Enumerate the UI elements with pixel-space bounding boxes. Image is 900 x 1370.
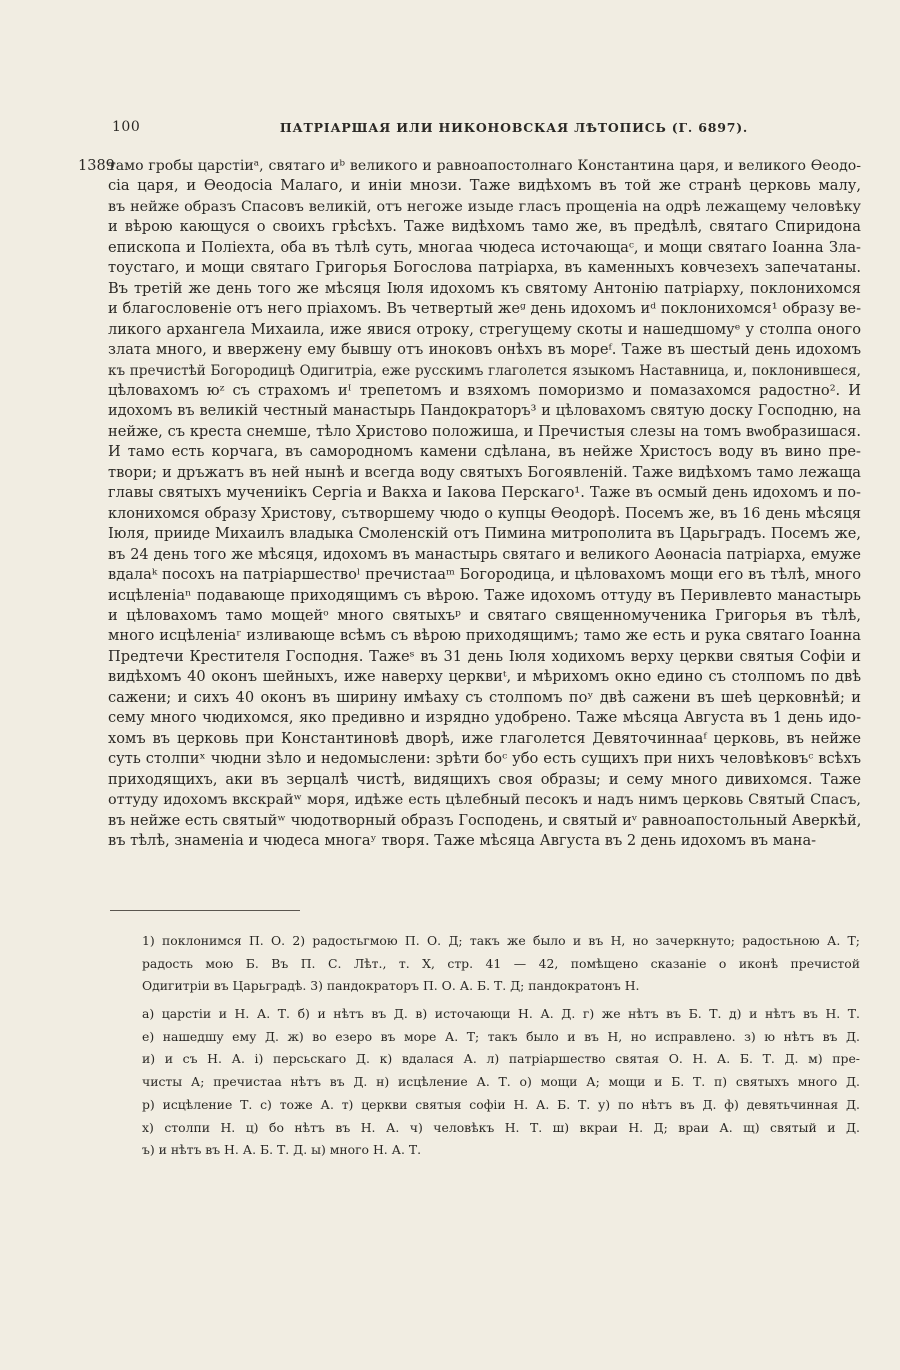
text-line: въ нейже образъ Спасовъ великій, отъ негоже изыде гласъ прощеніа на одрѣ лежащему человѣку (108, 198, 861, 215)
text-line: сіа царя, и Ѳеодосіа Малаго, и иніи мнози. Таже видѣхомъ въ той же странѣ церковь малу, (108, 177, 861, 195)
text-line: клонихомся образу Христову, сътворшему чюдо о купцы Ѳеодорѣ. Посемъ же, въ 16 день мѣсяця (108, 505, 861, 522)
text-line: и благословеніе отъ него пріахомъ. Въ четвертый жеᵍ день идохомъ иᵈ поклонихомся¹ образу ве- (108, 300, 861, 318)
text-line: въ тѣлѣ, знаменіа и чюдеса многаʸ творя. Таже мѣсяца Августа въ 2 день идохомъ въ мана- (108, 831, 817, 849)
text-line: тамо гробы царстіиᵃ, святаго иᵇ великого и равноапостолнаго Константина царя, и великого Ѳеодо- (108, 158, 861, 174)
variant-note-line: х) столпи Н. ц) бо нѣтъ въ Н. А. ч) человѣкъ Н. Т. ш) вкраи Н. Д; враи А. щ) святый и Д. (142, 1119, 860, 1135)
text-line: твори; и дръжатъ въ ней нынѣ и всегда воду святыхъ Богоявленій. Таже видѣхомъ тамо лежаща (108, 463, 861, 481)
variant-note-line: е) нашедшу ему Д. ж) во езеро въ море А. Т; такъ было и въ Н, но исправлено. з) ю нѣтъ въ Д. (142, 1028, 860, 1044)
text-line: ликого архангела Михаила, иже явися отроку, стрегущему скоты и нашедшомуᵉ у столпа оного (108, 320, 861, 338)
variant-note-line: а) царстіи и Н. А. Т. б) и нѣтъ въ Д. в) источающи Н. А. Д. г) же нѣтъ въ Б. Т. д) и нѣтъ въ Н. Т. (142, 1006, 860, 1021)
text-line: исцѣленіаⁿ подавающе приходящимъ съ вѣрою. Таже идохомъ оттуду въ Перивлевто манастырь (108, 586, 861, 604)
text-line: въ 24 день того же мѣсяця, идохомъ въ манастырь святаго и великого Аѳонасіа патріарха, емуже (108, 546, 861, 563)
text-line: и цѣловахомъ тамо мощейᵒ много святыхъᵖ и святаго священномученика Григорья въ тѣлѣ, (108, 606, 861, 624)
footnote-line: Одигитріи въ Царьградѣ. 3) пандократоръ П. О. А. Б. Т. Д; пандократонъ Н. (142, 978, 640, 994)
text-line: Предтечи Крестителя Господня. Тажеˢ въ 31 день Іюля ходихомъ верху церкви святыя Софіи и (108, 647, 861, 665)
footnote-line: 1) поклонимся П. О. 2) радостьгмою П. О. Д; такъ же было и въ Н, но зачеркнуто; радостьною А. Т; (142, 933, 860, 948)
text-line: въ нейже есть святыйʷ чюдотворный образъ Господень, и святый иᵛ равноапостольный Аверкѣй, (108, 811, 862, 829)
variant-note-line: р) исцѣление Т. с) тоже А. т) церкви святыя софіи Н. А. Б. Т. у) по нѣтъ въ Д. ф) девятьчинная Д. (142, 1096, 860, 1112)
text-line: приходящихъ, аки въ зерцалѣ чистѣ, видящихъ своя образы; и сему много дивихомся. Таже (108, 770, 861, 788)
text-line: главы святыхъ мучениікъ Сергіа и Вакха и Іакова Перскаго¹. Таже въ осмый день идохомъ и по- (108, 484, 861, 502)
footnote-separator (110, 910, 300, 911)
footnote-line: радость мою Б. Въ П. С. Лѣт., т. X, стр. 41 — 42, помѣщено сказаніе о иконѣ пречистой (142, 955, 860, 971)
text-line: хомъ въ церковь при Константиновѣ дворѣ, иже глаголется Девяточиннааᶠ церковь, въ нейже (108, 729, 861, 747)
numbered-footnotes (142, 930, 860, 998)
text-line: вдалаᵏ посохъ на патріаршествоˡ пречистааᵐ Богородица, и цѣловахомъ мощи его въ тѣлѣ, много (108, 566, 861, 584)
text-line: сему много чюдихомся, яко предивно и изрядно удобрено. Таже мѣсяца Августа въ 1 день идо- (108, 709, 861, 727)
text-line: къ пречистѣй Богородицѣ Одигитріа, еже русскимъ глаголется языкомъ Наставница, и, поклонившеся, (108, 362, 861, 379)
running-head: ПАТРІАРШАЯ ИЛИ НИКОНОВСКАЯ ЛѢТОПИСЬ (Г. 6897). (279, 120, 749, 135)
main-text (108, 156, 861, 851)
text-line: цѣловахомъ юᶻ съ страхомъ иᴵ трепетомъ и взяхомъ поморизмо и помазахомся радостно². И (108, 381, 861, 399)
text-line: епископа и Поліехта, оба въ тѣлѣ суть, многаа чюдеса источающаᶜ, и мощи святаго Іоанна Зла- (108, 238, 861, 256)
variant-note-line: чисты А; пречистаа нѣтъ въ Д. н) исцѣление А. Т. о) мощи А; мощи и Б. Т. п) святыхъ много Д. (142, 1074, 860, 1090)
text-line: Въ третій же день того же мѣсяця Іюля идохомъ къ святому Антонію патріарху, поклонихомся (108, 279, 861, 297)
text-line: тоустаго, и мощи святаго Григорья Богослова патріарха, въ каменныхъ ковчезехъ запечатаны. (108, 259, 861, 277)
text-line: видѣхомъ 40 оконъ шейныхъ, иже наверху церквиᵗ, и мѣрихомъ окно едино съ столпомъ по двѣ (108, 668, 861, 686)
page-number: 100 (112, 119, 141, 135)
variant-note-line: ъ) и нѣтъ въ Н. А. Б. Т. Д. ы) много Н. А. Т. (142, 1142, 422, 1158)
text-line: сажени; и сихъ 40 оконъ въ ширину имѣаху съ столпомъ поʸ двѣ сажени въ шеѣ церковнѣй; и (108, 688, 861, 706)
text-line: идохомъ въ великій честный манастырь Пандократоръ³ и цѣловахомъ святую доску Господню, на (108, 403, 861, 420)
text-line: И тамо есть корчага, въ самородномъ камени сдѣлана, въ нейже Христосъ воду въ вино пре- (108, 443, 861, 461)
margin-year: 1389 (78, 158, 115, 174)
variant-note-line: и) и съ Н. А. і) персьскаго Д. к) вдалася А. л) патріаршество святая О. Н. А. Б. Т. Д. м) пре- (142, 1051, 860, 1067)
text-line: злата много, и ввержену ему бывшу отъ иноковъ онѣхъ въ мореᶠ. Таже въ шестый день идохомъ (108, 341, 861, 359)
text-line: и вѣрою кающуся о своихъ грѣсѣхъ. Таже видѣхомъ тамо же, въ предѣлѣ, святаго Спиридона (108, 218, 861, 236)
lettered-footnotes (142, 1003, 860, 1162)
text-line: много исцѣленіаʳ изливающе всѣмъ съ вѣрою приходящимъ; тамо же есть и рука святаго Іоанна (108, 627, 861, 645)
text-line: оттуду идохомъ вкскрайʷ моря, идѣже есть цѣлебный песокъ и надъ нимъ церковь Святый Спасъ, (108, 792, 861, 809)
text-line: Іюля, прииде Михаилъ владыка Смоленскій отъ Пимина митрополита въ Царьградъ. Посемъ же, (108, 526, 861, 543)
text-line: нейже, съ креста снемше, тѣло Христово положиша, и Пречистыя слезы на томъ вѡобразишася. (108, 422, 861, 440)
text-line: суть столпиˣ чюдни зѣло и недомыслени: зрѣти боᶜ убо есть сущихъ при нихъ человѣковъᶜ всѣхъ (108, 750, 861, 768)
